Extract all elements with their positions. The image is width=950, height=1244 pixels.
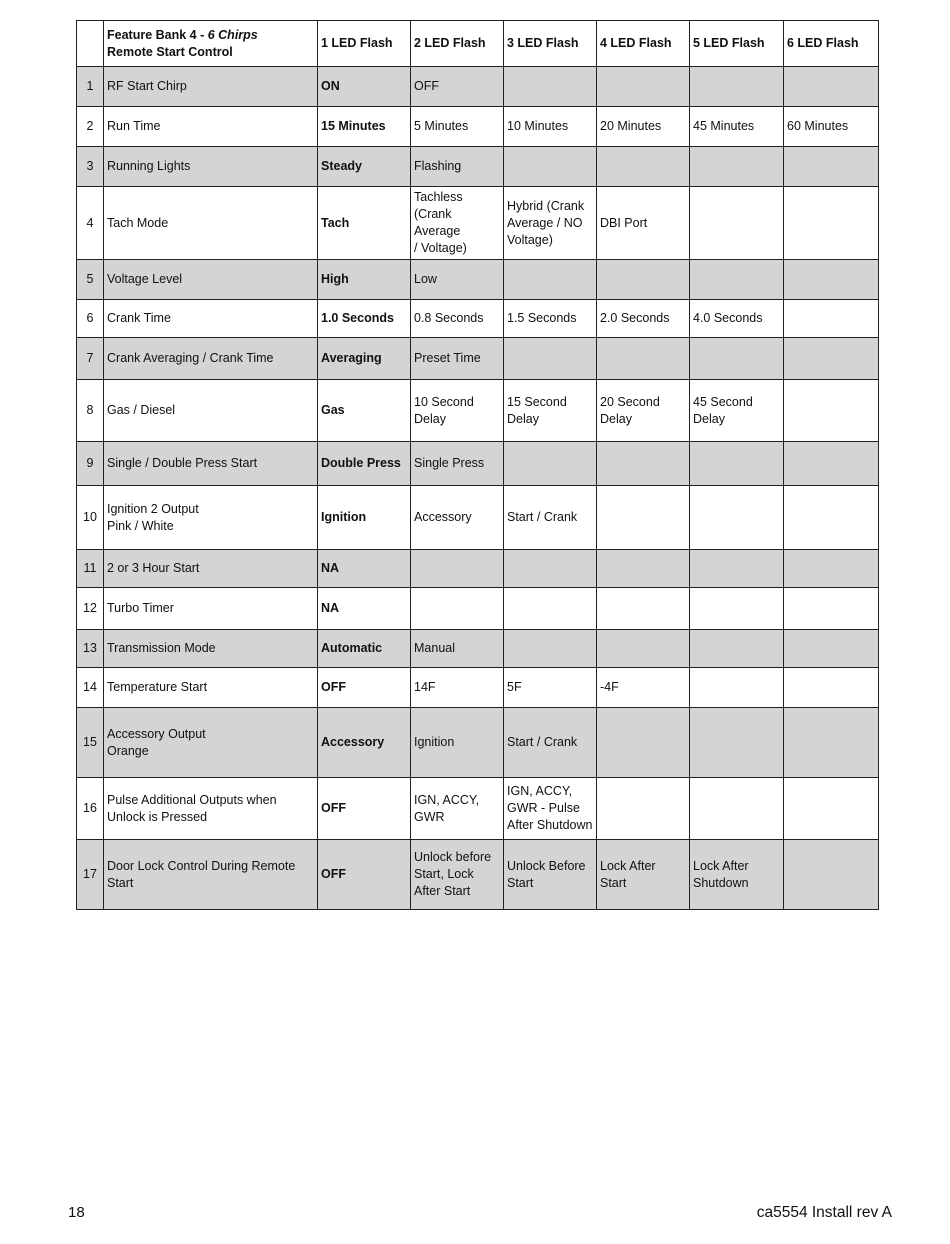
table-row — [77, 550, 879, 588]
option-cell — [411, 550, 504, 588]
option-cell: Manual — [411, 630, 504, 668]
option-cell: 5F — [504, 668, 597, 708]
option-cell — [504, 550, 597, 588]
option-cell — [784, 778, 879, 840]
table-row — [77, 147, 879, 187]
table-row — [77, 107, 879, 147]
option-cell — [597, 550, 690, 588]
table-row — [77, 67, 879, 107]
option-cell: 45 Second Delay — [690, 380, 784, 442]
table-row — [77, 708, 879, 778]
option-cell — [690, 67, 784, 107]
feature-name: Pulse Additional Outputs when Unlock is Pressed — [104, 778, 318, 840]
option-cell: Accessory — [411, 486, 504, 550]
option-cell — [597, 778, 690, 840]
column-header: 3 LED Flash — [504, 21, 597, 67]
feature-name: Transmission Mode — [104, 630, 318, 668]
row-number: 10 — [77, 486, 104, 550]
default-option: Gas — [318, 380, 411, 442]
option-cell: 15 Second Delay — [504, 380, 597, 442]
feature-name: Gas / Diesel — [104, 380, 318, 442]
feature-name: Door Lock Control During Remote Start — [104, 840, 318, 910]
table-row — [77, 300, 879, 338]
option-cell — [784, 708, 879, 778]
table-row — [77, 486, 879, 550]
column-header: 1 LED Flash — [318, 21, 411, 67]
row-number: 17 — [77, 840, 104, 910]
table-row — [77, 442, 879, 486]
row-number: 7 — [77, 338, 104, 380]
title-subtitle: Remote Start Control — [107, 44, 233, 59]
row-number: 6 — [77, 300, 104, 338]
table-row — [77, 668, 879, 708]
feature-name: Run Time — [104, 107, 318, 147]
option-cell — [504, 442, 597, 486]
column-header: 5 LED Flash — [690, 21, 784, 67]
header-row — [77, 21, 879, 67]
default-option: Ignition — [318, 486, 411, 550]
table-row — [77, 380, 879, 442]
option-cell — [784, 380, 879, 442]
feature-name: Running Lights — [104, 147, 318, 187]
feature-name: Accessory Output Orange — [104, 708, 318, 778]
column-header: 2 LED Flash — [411, 21, 504, 67]
feature-name: Tach Mode — [104, 187, 318, 260]
feature-bank-table — [76, 20, 879, 910]
option-cell: Ignition — [411, 708, 504, 778]
option-cell — [411, 588, 504, 630]
option-cell: DBI Port — [597, 187, 690, 260]
row-number: 2 — [77, 107, 104, 147]
option-cell — [690, 187, 784, 260]
table-row — [77, 338, 879, 380]
option-cell — [690, 668, 784, 708]
option-cell — [690, 442, 784, 486]
feature-name: Voltage Level — [104, 260, 318, 300]
table-row — [77, 187, 879, 260]
option-cell: 4.0 Seconds — [690, 300, 784, 338]
header-num-cell — [77, 21, 104, 67]
option-cell: 60 Minutes — [784, 107, 879, 147]
option-cell — [784, 260, 879, 300]
option-cell: 10 Second Delay — [411, 380, 504, 442]
option-cell: Flashing — [411, 147, 504, 187]
option-cell: 14F — [411, 668, 504, 708]
default-option: NA — [318, 588, 411, 630]
option-cell — [690, 338, 784, 380]
feature-name: Crank Averaging / Crank Time — [104, 338, 318, 380]
option-cell — [784, 187, 879, 260]
option-cell — [597, 708, 690, 778]
option-cell: -4F — [597, 668, 690, 708]
feature-name: Turbo Timer — [104, 588, 318, 630]
row-number: 1 — [77, 67, 104, 107]
default-option: Double Press — [318, 442, 411, 486]
default-option: OFF — [318, 840, 411, 910]
table-row — [77, 630, 879, 668]
page-number: 18 — [68, 1204, 85, 1221]
column-header: 6 LED Flash — [784, 21, 879, 67]
option-cell — [504, 630, 597, 668]
option-cell: Low — [411, 260, 504, 300]
option-cell — [784, 338, 879, 380]
option-cell — [690, 147, 784, 187]
row-number: 12 — [77, 588, 104, 630]
row-number: 16 — [77, 778, 104, 840]
option-cell: Hybrid (Crank Average / NO Voltage) — [504, 187, 597, 260]
option-cell: Unlock Before Start — [504, 840, 597, 910]
option-cell — [784, 668, 879, 708]
option-cell — [784, 147, 879, 187]
default-option: 15 Minutes — [318, 107, 411, 147]
option-cell — [504, 147, 597, 187]
option-cell: 1.5 Seconds — [504, 300, 597, 338]
title-chirps: 6 Chirps — [207, 27, 258, 42]
option-cell — [784, 588, 879, 630]
option-cell: Start / Crank — [504, 486, 597, 550]
option-cell: 10 Minutes — [504, 107, 597, 147]
option-cell — [690, 588, 784, 630]
option-cell: Lock After Shutdown — [690, 840, 784, 910]
table-row — [77, 260, 879, 300]
option-cell — [597, 338, 690, 380]
default-option: Averaging — [318, 338, 411, 380]
default-option: Accessory — [318, 708, 411, 778]
option-cell — [504, 588, 597, 630]
row-number: 8 — [77, 380, 104, 442]
option-cell: Single Press — [411, 442, 504, 486]
option-cell — [597, 67, 690, 107]
table-title — [104, 21, 318, 67]
feature-name: Ignition 2 Output Pink / White — [104, 486, 318, 550]
option-cell — [690, 550, 784, 588]
default-option: OFF — [318, 778, 411, 840]
option-cell — [504, 260, 597, 300]
option-cell — [504, 67, 597, 107]
option-cell — [504, 338, 597, 380]
option-cell — [690, 708, 784, 778]
default-option: Steady — [318, 147, 411, 187]
option-cell — [597, 260, 690, 300]
option-cell — [597, 147, 690, 187]
option-cell — [690, 260, 784, 300]
option-cell: Start / Crank — [504, 708, 597, 778]
option-cell: OFF — [411, 67, 504, 107]
option-cell: 0.8 Seconds — [411, 300, 504, 338]
feature-name: Temperature Start — [104, 668, 318, 708]
option-cell — [597, 630, 690, 668]
default-option: High — [318, 260, 411, 300]
option-cell: Unlock before Start, Lock After Start — [411, 840, 504, 910]
option-cell — [784, 67, 879, 107]
default-option: 1.0 Seconds — [318, 300, 411, 338]
feature-name: 2 or 3 Hour Start — [104, 550, 318, 588]
option-cell: 45 Minutes — [690, 107, 784, 147]
option-cell — [597, 486, 690, 550]
row-number: 11 — [77, 550, 104, 588]
row-number: 4 — [77, 187, 104, 260]
document-id: ca5554 Install rev A — [756, 1204, 892, 1221]
option-cell: Tachless (Crank Average / Voltage) — [411, 187, 504, 260]
option-cell: 20 Minutes — [597, 107, 690, 147]
row-number: 5 — [77, 260, 104, 300]
option-cell — [597, 442, 690, 486]
option-cell: 5 Minutes — [411, 107, 504, 147]
row-number: 14 — [77, 668, 104, 708]
option-cell: Preset Time — [411, 338, 504, 380]
table-row — [77, 840, 879, 910]
option-cell — [690, 778, 784, 840]
option-cell — [784, 630, 879, 668]
row-number: 9 — [77, 442, 104, 486]
option-cell: IGN, ACCY, GWR — [411, 778, 504, 840]
option-cell: IGN, ACCY, GWR - Pulse After Shutdown — [504, 778, 597, 840]
default-option: Automatic — [318, 630, 411, 668]
default-option: OFF — [318, 668, 411, 708]
feature-name: Crank Time — [104, 300, 318, 338]
title-prefix: Feature Bank 4 - — [107, 27, 208, 42]
row-number: 13 — [77, 630, 104, 668]
option-cell: 2.0 Seconds — [597, 300, 690, 338]
row-number: 3 — [77, 147, 104, 187]
default-option: NA — [318, 550, 411, 588]
option-cell — [690, 630, 784, 668]
option-cell — [690, 486, 784, 550]
option-cell: Lock After Start — [597, 840, 690, 910]
option-cell — [784, 840, 879, 910]
option-cell — [784, 550, 879, 588]
option-cell — [784, 442, 879, 486]
table-row — [77, 588, 879, 630]
option-cell — [784, 300, 879, 338]
option-cell — [597, 588, 690, 630]
default-option: ON — [318, 67, 411, 107]
feature-name: RF Start Chirp — [104, 67, 318, 107]
option-cell: 20 Second Delay — [597, 380, 690, 442]
feature-name: Single / Double Press Start — [104, 442, 318, 486]
row-number: 15 — [77, 708, 104, 778]
column-header: 4 LED Flash — [597, 21, 690, 67]
option-cell — [784, 486, 879, 550]
default-option: Tach — [318, 187, 411, 260]
table-row — [77, 778, 879, 840]
